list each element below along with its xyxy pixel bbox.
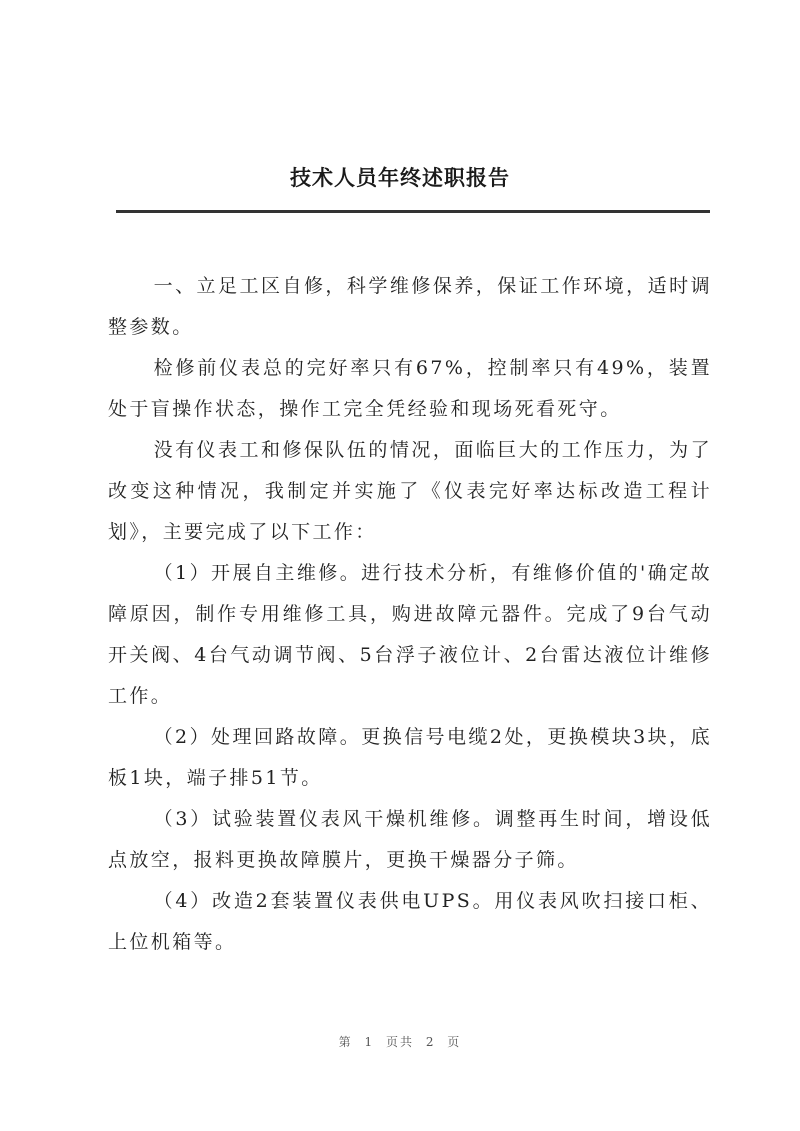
title-divider — [116, 210, 710, 213]
footer-total-pages: 2 — [425, 1035, 436, 1049]
footer-page-number: 1 — [364, 1035, 375, 1049]
document-title: 技术人员年终述职报告 — [290, 165, 510, 190]
paragraph-list-item: （2）处理回路故障。更换信号电缆2处，更换模块3块，底板1块，端子排51节。 — [108, 726, 712, 789]
footer-suffix: 页 — [447, 1035, 462, 1049]
footer-middle: 页共 — [385, 1035, 414, 1049]
page-footer — [0, 1033, 800, 1050]
document-body — [108, 266, 712, 963]
paragraph-list-item: （3）试验装置仪表风干燥机维修。调整再生时间，增设低点放空，报料更换故障膜片，更换干燥器分子筛。 — [108, 808, 712, 871]
footer-prefix: 第 — [338, 1035, 353, 1049]
paragraph-section-heading: 一、立足工区自修，科学维修保养，保证工作环境，适时调整参数。 — [108, 275, 712, 338]
paragraph: 没有仪表工和修保队伍的情况，面临巨大的工作压力，为了改变这种情况，我制定并实施了《仪表完好率达标改造工程计划》，主要完成了以下工作： — [108, 439, 712, 543]
paragraph-list-item: （1）开展自主维修。进行技术分析，有维修价值的'确定故障原因，制作专用维修工具，购进故障元器件。完成了9台气动开关阀、4台气动调节阀、5台浮子液位计、2台雷达液位计维修工作。 — [108, 562, 712, 707]
paragraph: 检修前仪表总的完好率只有67%，控制率只有49%，装置处于盲操作状态，操作工完全凭经验和现场死看死守。 — [108, 357, 712, 420]
paragraph-list-item: （4）改造2套装置仪表供电UPS。用仪表风吹扫接口柜、上位机箱等。 — [108, 890, 712, 953]
